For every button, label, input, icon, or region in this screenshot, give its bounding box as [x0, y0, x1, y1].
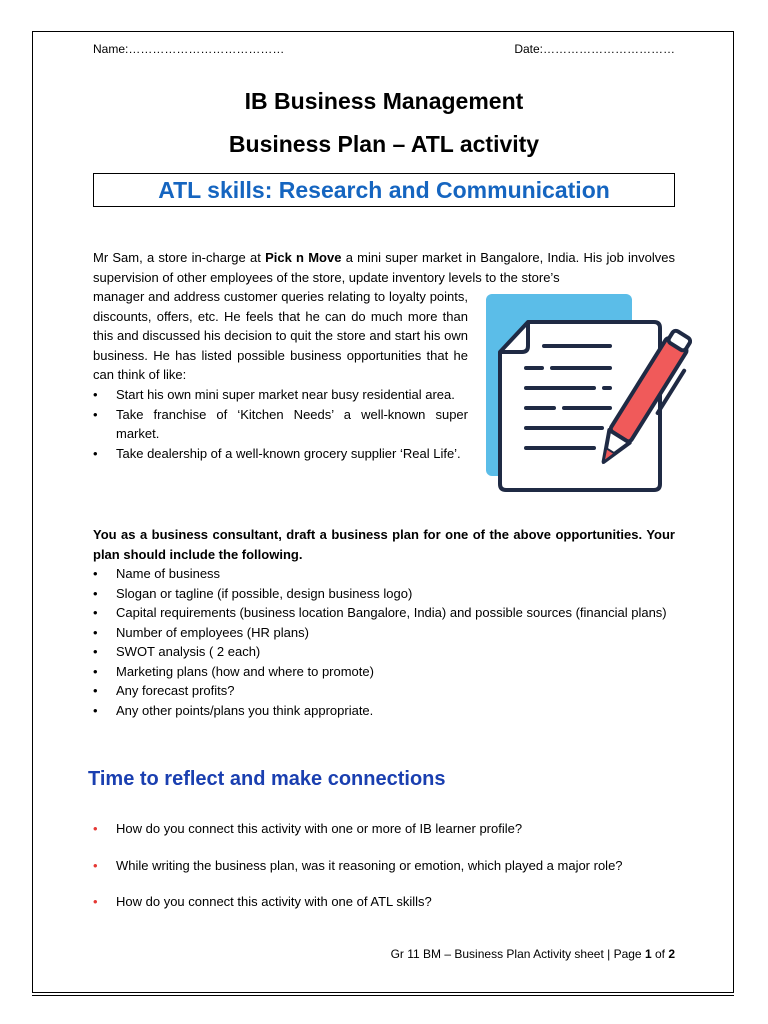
list-item: • Any forecast profits?: [93, 681, 675, 701]
footer-page-number: 1: [644, 947, 652, 961]
name-field-label: Name:…………………………………: [93, 42, 285, 56]
intro-paragraph-wrap: manager and address customer queries relating to loyalty points, discounts, offers, etc. He feels that he can do much more than this and discussed his decision to quit the store and start his own business. He has listed possible business opportunities that he can think of like:: [93, 289, 468, 382]
store-name: Pick n Move: [265, 250, 342, 265]
list-item: • How do you connect this activity with one of ATL skills?: [93, 892, 675, 912]
intro-text-a: Mr Sam, a store in-charge at: [93, 250, 266, 265]
page-footer: [391, 947, 675, 961]
document-pen-icon: [486, 294, 692, 494]
date-field-label: Date:……………………………: [514, 42, 675, 56]
intro-paragraph-top: [93, 248, 675, 287]
list-item: • Number of employees (HR plans): [93, 623, 675, 643]
list-item: • While writing the business plan, was it reasoning or emotion, which played a major role?: [93, 856, 675, 876]
page-border-bottom: [32, 995, 734, 996]
intro-text-b: a mini super market in Bangalore, India. His job involves supervision of other employees of the store, update inventory levels to the store’s: [93, 250, 676, 285]
list-item: • Any other points/plans you think appropriate.: [93, 701, 675, 721]
list-item: • Take dealership of a well-known grocery supplier ‘Real Life’.: [93, 444, 468, 464]
list-item: • Start his own mini super market near busy residential area.: [93, 385, 468, 405]
list-item: • How do you connect this activity with one or more of IB learner profile?: [93, 819, 675, 839]
reflection-questions: [93, 819, 675, 929]
list-item: • Take franchise of ‘Kitchen Needs’ a well-known super market.: [93, 405, 468, 444]
task-instructions: You as a business consultant, draft a business plan for one of the above opportunities. Your plan should include the following.: [93, 527, 675, 562]
footer-text: Gr 11 BM – Business Plan Activity sheet | Page: [390, 947, 645, 961]
requirements-list: [93, 564, 675, 720]
list-item: • Marketing plans (how and where to promote): [93, 662, 675, 682]
atl-skills-box: ATL skills: Research and Communication: [93, 173, 675, 207]
page-title: IB Business Management: [244, 88, 524, 114]
opportunity-list: [93, 385, 468, 463]
reflect-heading: Time to reflect and make connections: [88, 768, 446, 790]
list-item: • Capital requirements (business location Bangalore, India) and possible sources (financial plans): [93, 603, 675, 623]
list-item: • SWOT analysis ( 2 each): [93, 642, 675, 662]
footer-of: of: [651, 947, 669, 961]
footer-page-total: 2: [668, 947, 675, 961]
list-item: • Slogan or tagline (if possible, design business logo): [93, 584, 675, 604]
page-subtitle: Business Plan – ATL activity: [228, 131, 540, 157]
list-item: • Name of business: [93, 564, 675, 584]
